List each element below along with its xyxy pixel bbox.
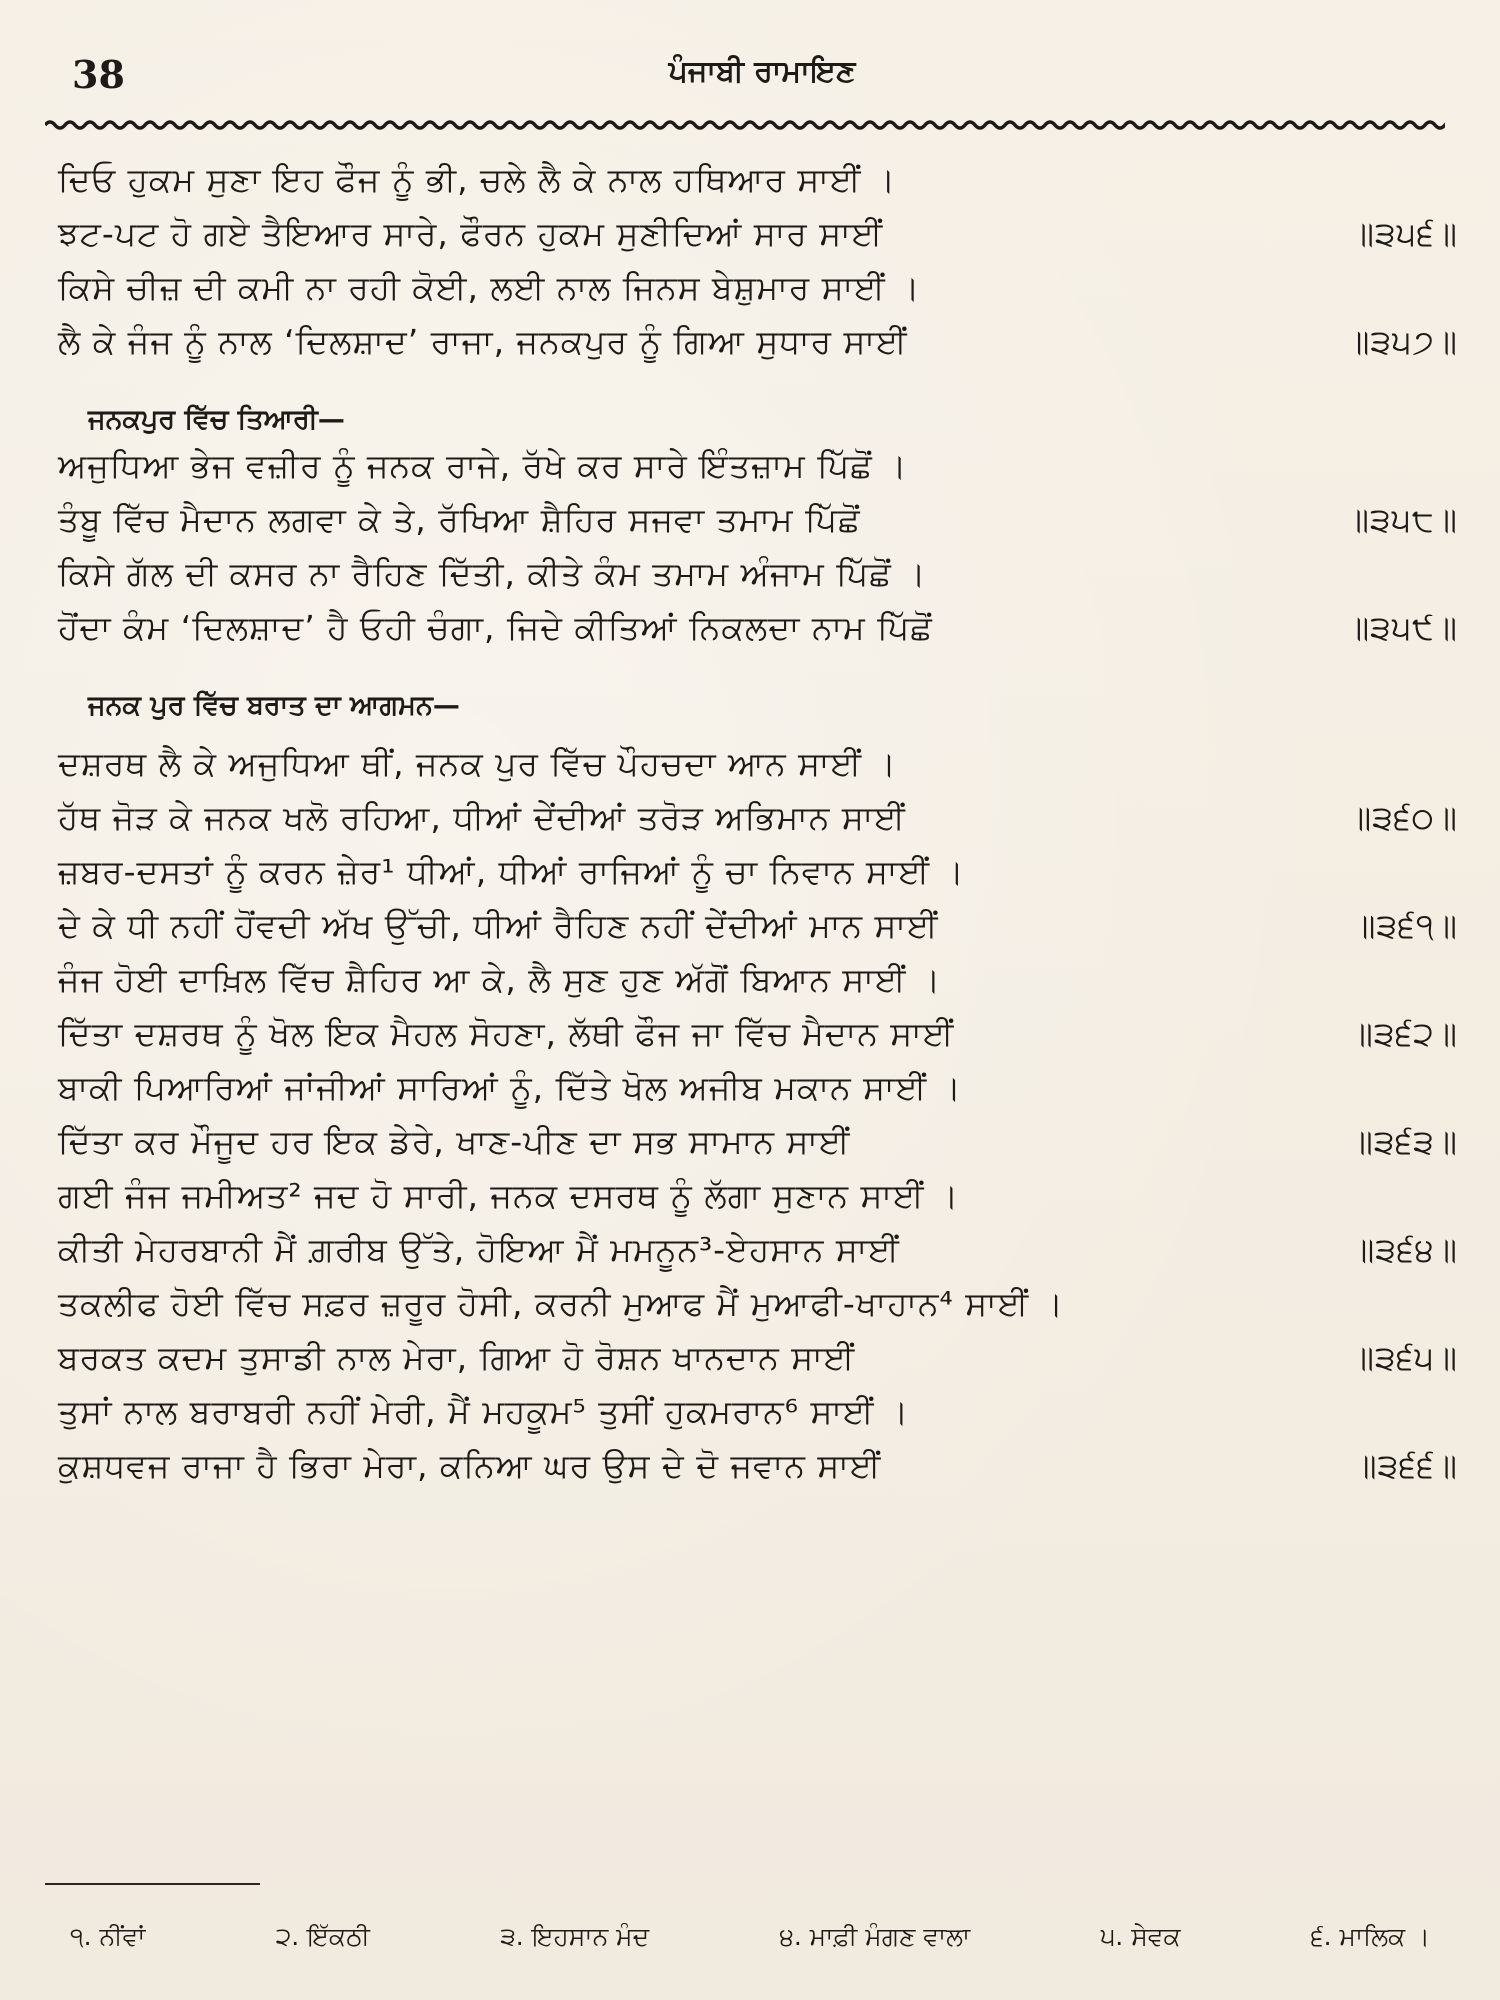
verse-text: ਜੰਜ ਹੋਈ ਦਾਖ਼ਿਲ ਵਿੱਚ ਸ਼ੈਹਿਰ ਆ ਕੇ, ਲੈ ਸੁਣ ਹੁਣ ਅੱਗੋਂ ਬਿਆਨ ਸਾਈਂ ।	[58, 960, 942, 999]
verse-line	[58, 500, 1458, 554]
stanza-2	[58, 446, 1458, 662]
footnote-item: ੬. ਮਾਲਿਕ ।	[1310, 1922, 1430, 1951]
footnote-item: ੧. ਨੀਂਵਾਂ	[70, 1922, 146, 1951]
stanza-3	[58, 744, 1458, 1500]
verse-number: ॥੩੫੭॥	[1347, 322, 1458, 361]
verse-number: ॥੩੫੯॥	[1346, 608, 1458, 647]
verse-text: ਦੇ ਕੇ ਧੀ ਨਹੀਂ ਹੋਂਵਦੀ ਅੱਖ ਉੱਚੀ, ਧੀਆਂ ਰੈਹਿਣ ਨਹੀਂ ਦੇਂਦੀਆਂ ਮਾਨ ਸਾਈਂ	[58, 906, 939, 945]
verse-text: ਤੁਸਾਂ ਨਾਲ ਬਰਾਬਰੀ ਨਹੀਂ ਮੇਰੀ, ਮੈਂ ਮਹਕੂਮ⁵ ਤੁਸੀਂ ਹੁਕਮਰਾਨ⁶ ਸਾਈਂ ।	[58, 1392, 910, 1431]
verse-text: ਗਈ ਜੰਜ ਜਮੀਅਤ² ਜਦ ਹੋ ਸਾਰੀ, ਜਨਕ ਦਸਰਥ ਨੂੰ ਲੱਗਾ ਸੁਣਾਨ ਸਾਈਂ ।	[58, 1176, 960, 1215]
verse-number: ॥੩੬੩॥	[1350, 1122, 1458, 1161]
verse-line	[58, 268, 1458, 322]
verse-text: ਤਕਲੀਫ ਹੋਈ ਵਿੱਚ ਸਫ਼ਰ ਜ਼ਰੂਰ ਹੋਸੀ, ਕਰਨੀ ਮੁਆਫ ਮੈਂ ਮੁਆਫੀ-ਖਾਹਾਨ⁴ ਸਾਈਂ ।	[58, 1284, 1065, 1323]
verse-number: ॥੩੬੪॥	[1352, 1230, 1458, 1269]
footnote-item: ੪. ਮਾਫ਼ੀ ਮੰਗਣ ਵਾਲਾ	[779, 1922, 971, 1951]
verse-line	[58, 1446, 1458, 1500]
verse-text: ਦਿੱਤਾ ਕਰ ਮੌਜੂਦ ਹਰ ਇਕ ਡੇਰੇ, ਖਾਣ-ਪੀਣ ਦਾ ਸਭ ਸਾਮਾਨ ਸਾਈਂ	[58, 1122, 851, 1161]
page-number: 38	[72, 52, 125, 97]
verse-text: ਬਾਕੀ ਪਿਆਰਿਆਂ ਜਾਂਜੀਆਂ ਸਾਰਿਆਂ ਨੂੰ, ਦਿੱਤੇ ਖੋਲ ਅਜੀਬ ਮਕਾਨ ਸਾਈਂ ।	[58, 1068, 962, 1107]
verse-line	[58, 322, 1458, 376]
stanza-1	[58, 160, 1458, 376]
verse-line	[58, 214, 1458, 268]
verse-line	[58, 744, 1458, 798]
verse-line	[58, 1338, 1458, 1392]
section-heading-arrival: ਜਨਕ ਪੁਰ ਵਿੱਚ ਬਰਾਤ ਦਾ ਆਗਮਨ—	[88, 690, 460, 721]
verse-line	[58, 906, 1458, 960]
footnote-item: ੩. ਇਹਸਾਨ ਮੰਦ	[500, 1922, 650, 1951]
verse-line	[58, 1122, 1458, 1176]
verse-number: ॥੩੬੧॥	[1353, 906, 1458, 945]
verse-text: ਦਿੱਤਾ ਦਸ਼ਰਥ ਨੂੰ ਖੋਲ ਇਕ ਮੈਹਲ ਸੋਹਣਾ, ਲੱਥੀ ਫੌਜ ਜਾ ਵਿੱਚ ਮੈਦਾਨ ਸਾਈਂ	[58, 1014, 955, 1053]
verse-line	[58, 1230, 1458, 1284]
verse-number: ॥੩੬੫॥	[1351, 1338, 1458, 1377]
verse-number: ॥੩੫੬॥	[1351, 214, 1458, 253]
verse-text: ਹੋਂਦਾ ਕੰਮ ‘ਦਿਲਸ਼ਾਦ’ ਹੈ ਓਹੀ ਚੰਗਾ, ਜਿਦੇ ਕੀਤਿਆਂ ਨਿਕਲਦਾ ਨਾਮ ਪਿੱਛੋਂ	[58, 608, 933, 647]
running-title: ਪੰਜਾਬੀ ਰਾਮਾਇਣ	[668, 54, 856, 89]
verse-line	[58, 798, 1458, 852]
verse-text: ਦਸ਼ਰਥ ਲੈ ਕੇ ਅਜੁਧਿਆ ਥੀਂ, ਜਨਕ ਪੁਰ ਵਿੱਚ ਪੌਹਚਦਾ ਆਨ ਸਾਈਂ ।	[58, 744, 897, 783]
section-heading-preparations: ਜਨਕਪੁਰ ਵਿੱਚ ਤਿਆਰੀ—	[88, 404, 345, 435]
verse-number: ॥੩੬੬॥	[1354, 1446, 1458, 1485]
ornamental-rule	[45, 118, 1445, 132]
verse-line	[58, 608, 1458, 662]
verse-line	[58, 960, 1458, 1014]
footnotes	[70, 1922, 1430, 1952]
page-header	[72, 52, 1452, 112]
verse-text: ਤੰਬੂ ਵਿੱਚ ਮੈਦਾਨ ਲਗਵਾ ਕੇ ਤੇ, ਰੱਖਿਆ ਸ਼ੈਹਿਰ ਸਜਵਾ ਤਮਾਮ ਪਿੱਛੋਂ	[58, 500, 861, 539]
verse-line	[58, 446, 1458, 500]
verse-number: ॥੩੬੦॥	[1349, 798, 1458, 837]
verse-text: ਬਰਕਤ ਕਦਮ ਤੁਸਾਡੀ ਨਾਲ ਮੇਰਾ, ਗਿਆ ਹੋ ਰੋਸ਼ਨ ਖਾਨਦਾਨ ਸਾਈਂ	[58, 1338, 856, 1377]
verse-text: ਕੁਸ਼ਧਵਜ ਰਾਜਾ ਹੈ ਭਿਰਾ ਮੇਰਾ, ਕਨਿਆ ਘਰ ਉਸ ਦੇ ਦੋ ਜਵਾਨ ਸਾਈਂ	[58, 1446, 882, 1485]
verse-line	[58, 160, 1458, 214]
footnote-item: ੫. ਸੇਵਕ	[1100, 1922, 1181, 1951]
verse-number: ॥੩੬੨॥	[1350, 1014, 1458, 1053]
verse-text: ਦਿਓ ਹੁਕਮ ਸੁਣਾ ਇਹ ਫੌਜ ਨੂੰ ਭੀ, ਚਲੇ ਲੈ ਕੇ ਨਾਲ ਹਥਿਆਰ ਸਾਈਂ ।	[58, 160, 897, 199]
verse-text: ਕਿਸੇ ਗੱਲ ਦੀ ਕਸਰ ਨਾ ਰੈਹਿਣ ਦਿੱਤੀ, ਕੀਤੇ ਕੰਮ ਤਮਾਮ ਅੰਜਾਮ ਪਿੱਛੋਂ ।	[58, 554, 927, 593]
verse-line	[58, 1014, 1458, 1068]
verse-line	[58, 1176, 1458, 1230]
verse-text: ਕੀਤੀ ਮੇਹਰਬਾਨੀ ਮੈਂ ਗ਼ਰੀਬ ਉੱਤੇ, ਹੋਇਆ ਮੈਂ ਮਮਨੂਨ³-ਏਹਸਾਨ ਸਾਈਂ	[58, 1230, 900, 1269]
verse-content	[58, 160, 1458, 1500]
verse-line	[58, 1068, 1458, 1122]
verse-text: ਝਟ-ਪਟ ਹੋ ਗਏ ਤੈਇਆਰ ਸਾਰੇ, ਫੌਰਨ ਹੁਕਮ ਸੁਣੀਦਿਆਂ ਸਾਰ ਸਾਈਂ	[58, 214, 884, 253]
verse-text: ਅਜੁਧਿਆ ਭੇਜ ਵਜ਼ੀਰ ਨੂੰ ਜਨਕ ਰਾਜੇ, ਰੱਖੇ ਕਰ ਸਾਰੇ ਇੰਤਜ਼ਾਮ ਪਿੱਛੋਂ ।	[58, 446, 908, 485]
verse-text: ਹੱਥ ਜੋੜ ਕੇ ਜਨਕ ਖਲੋ ਰਹਿਆ, ਧੀਆਂ ਦੇਂਦੀਆਂ ਤਰੋੜ ਅਭਿਮਾਨ ਸਾਈਂ	[58, 798, 906, 837]
verse-number: ॥੩੫੮॥	[1346, 500, 1458, 539]
verse-text: ਜ਼ਬਰ-ਦਸਤਾਂ ਨੂੰ ਕਰਨ ਜ਼ੇਰ¹ ਧੀਆਂ, ਧੀਆਂ ਰਾਜਿਆਂ ਨੂੰ ਚਾ ਨਿਵਾਨ ਸਾਈਂ ।	[58, 852, 965, 891]
verse-text: ਕਿਸੇ ਚੀਜ਼ ਦੀ ਕਮੀ ਨਾ ਰਹੀ ਕੋਈ, ਲਈ ਨਾਲ ਜਿਨਸ ਬੇਸ਼ੁਮਾਰ ਸਾਈਂ ।	[58, 268, 921, 307]
verse-line	[58, 852, 1458, 906]
footnote-item: ੨. ਇੱਕਠੀ	[275, 1922, 370, 1951]
verse-line	[58, 1392, 1458, 1446]
verse-line	[58, 554, 1458, 608]
verse-text: ਲੈ ਕੇ ਜੰਜ ਨੂੰ ਨਾਲ ‘ਦਿਲਸ਼ਾਦ’ ਰਾਜਾ, ਜਨਕਪੁਰ ਨੂੰ ਗਿਆ ਸੁਧਾਰ ਸਾਈਂ	[58, 322, 908, 361]
footnote-divider	[45, 1883, 260, 1885]
verse-line	[58, 1284, 1458, 1338]
